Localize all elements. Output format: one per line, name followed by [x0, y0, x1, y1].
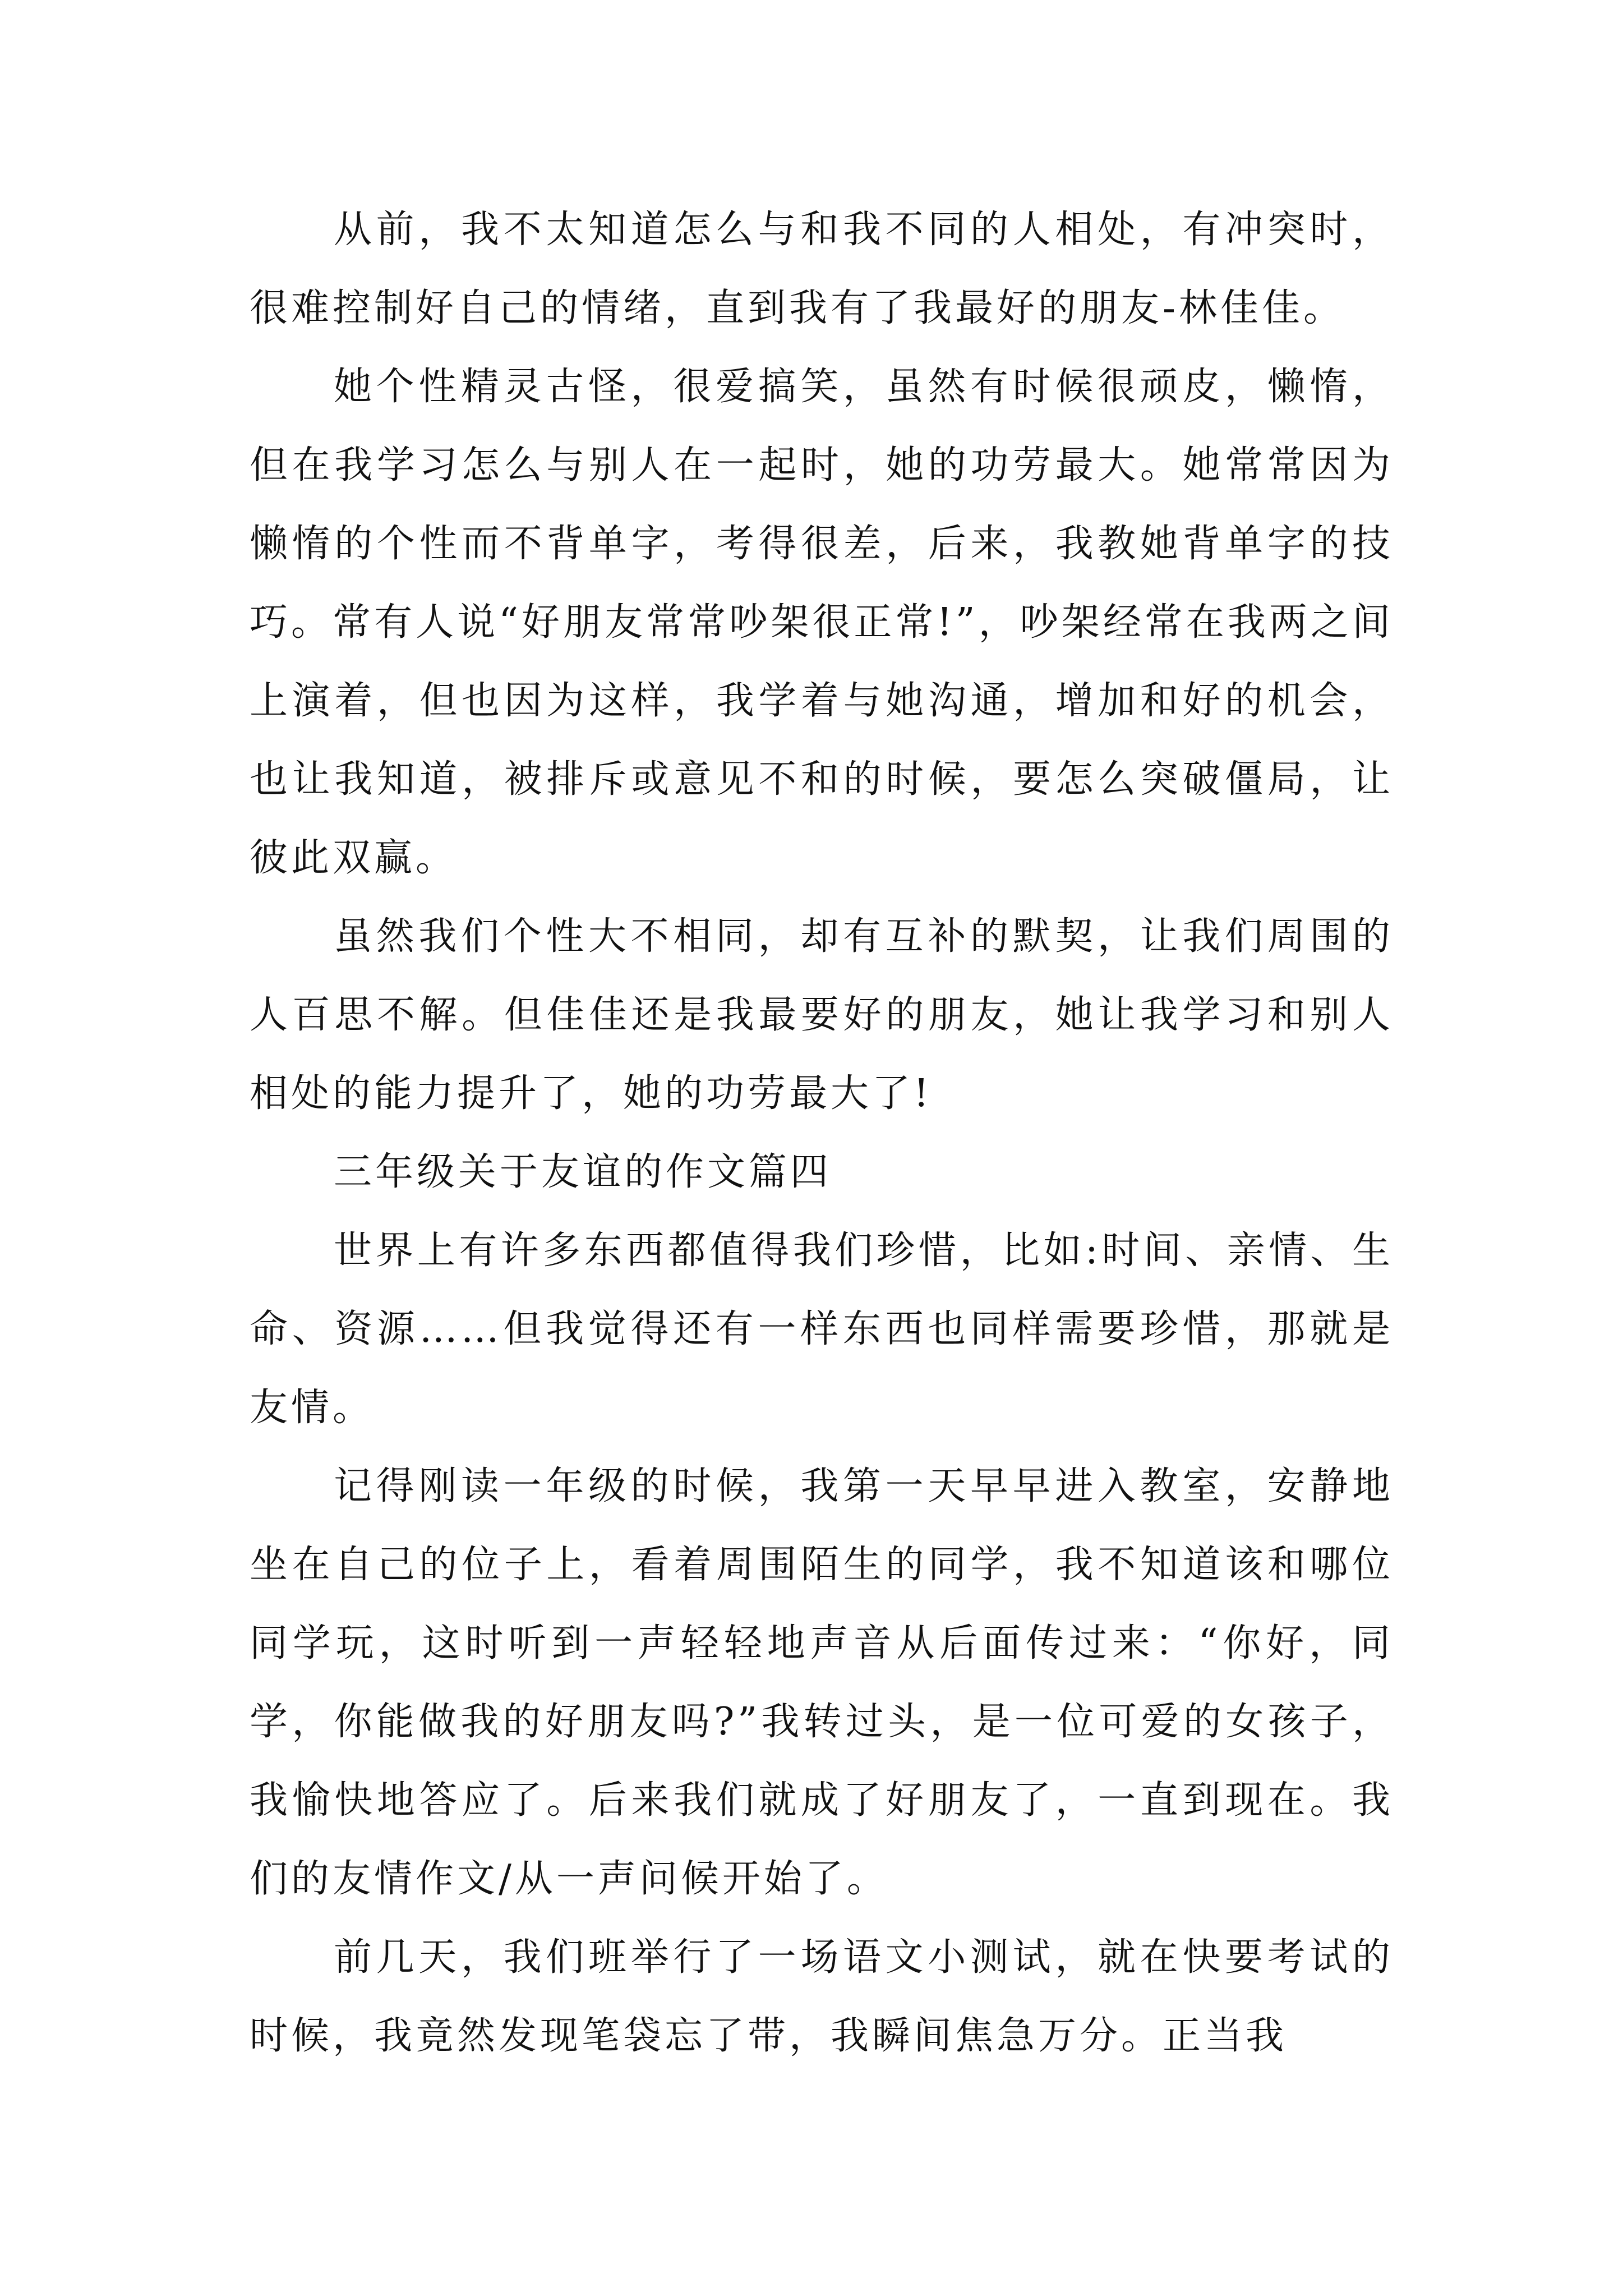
paragraph-6: 前几天，我们班举行了一场语文小测试，就在快要考试的时候，我竟然发现笔袋忘了带，我瞬间焦急万分。正当我 [250, 1935, 1394, 2058]
section-heading: 三年级关于友谊的作文篇四 [334, 1150, 832, 1194]
paragraph-1: 从前，我不太知道怎么与和我不同的人相处，有冲突时，很难控制好自己的情绪，直到我有了我最好的朋友-林佳佳。 [250, 208, 1394, 330]
paragraph-4: 世界上有许多东西都值得我们珍惜，比如:时间、亲情、生命、资源……但我觉得还有一样东西也同样需要珍惜，那就是友情。 [250, 1228, 1394, 1430]
document-body [250, 191, 1394, 2076]
paragraph-2: 她个性精灵古怪，很爱搞笑，虽然有时候很顽皮，懒惰，但在我学习怎么与别人在一起时，她的功劳最大。她常常因为懒惰的个性而不背单字，考得很差，后来，我教她背单字的技巧。常有人说“好朋友常常吵架很正常!”，吵架经常在我两之间上演着，但也因为这样，我学着与她沟通，增加和好的机会，也让我知道，被排斥或意见不和的时候，要怎么突破僵局，让彼此双赢。 [250, 365, 1394, 880]
paragraph-3: 虽然我们个性大不相同，却有互补的默契，让我们周围的人百思不解。但佳佳还是我最要好的朋友，她让我学习和别人相处的能力提升了，她的功劳最大了! [250, 914, 1394, 1116]
paragraph-5: 记得刚读一年级的时候，我第一天早早进入教室，安静地坐在自己的位子上，看着周围陌生的同学，我不知道该和哪位同学玩，这时听到一声轻轻地声音从后面传过来：“你好，同学，你能做我的好朋友吗?”我转过头，是一位可爱的女孩子，我愉快地答应了。后来我们就成了好朋友了，一直到现在。我们的友情作文/从一声问候开始了。 [250, 1464, 1394, 1901]
